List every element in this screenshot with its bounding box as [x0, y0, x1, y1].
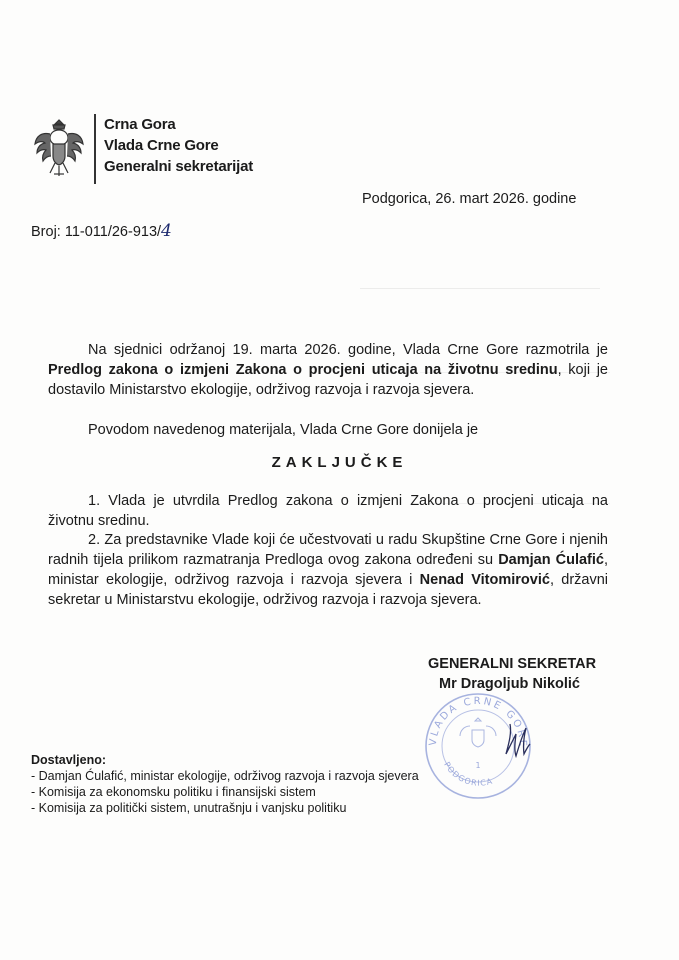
svg-text:PODGORICA — [442, 760, 494, 787]
law-title: Predlog zakona o izmjeni Zakona o procjeni uticaja na životnu sredinu — [48, 362, 558, 378]
distribution-list — [31, 752, 419, 816]
representative-name-1: Damjan Ćulafić — [498, 552, 604, 568]
signatory-name: Mr Dragoljub Nikolić — [439, 676, 580, 692]
letterhead — [104, 114, 253, 177]
distribution-item: - Komisija za politički sistem, unutrašnju i vanjsku politiku — [31, 801, 347, 815]
paragraph-intro — [48, 340, 608, 400]
reference-number — [31, 221, 172, 241]
conclusion-2-text: 2. Za predstavnike Vlade koji će učestvovati u radu Skupštine Crne Gore i njenih radnih tijela prilikom razmatranja Predloga ovog zakona određeni su — [48, 532, 608, 568]
distribution-item: - Komisija za ekonomsku politiku i finansijski sistem — [31, 785, 316, 799]
paragraph-intro-text: Na sjednici održanoj 19. marta 2026. godine, Vlada Crne Gore razmotrila je — [88, 342, 608, 358]
conclusion-1: 1. Vlada je utvrdila Predlog zakona o izmjeni Zakona o procjeni uticaja na životnu sredinu. — [48, 493, 608, 529]
official-stamp — [418, 684, 538, 804]
distribution-item: - Damjan Ćulafić, ministar ekologije, održivog razvoja i razvoja sjevera — [31, 769, 419, 783]
stamp-top-text: VLADA CRNE GORE — [427, 695, 529, 749]
header-divider — [94, 114, 96, 184]
reference-number-handwritten: 4 — [161, 221, 172, 241]
letterhead-government: Vlada Crne Gore — [104, 137, 219, 154]
stamp-bottom-text: PODGORICA — [442, 760, 494, 788]
letterhead-country: Crna Gora — [104, 116, 176, 133]
paragraph-decision: Povodom navedenog materijala, Vlada Crne Gore donijela je — [88, 422, 479, 438]
signatory-title: GENERALNI SEKRETAR — [428, 656, 597, 672]
coat-of-arms-icon — [34, 118, 84, 180]
conclusion-2-text-end: , državni sekretar u Ministarstvu ekologije, održivog razvoja i razvoja sjevera. — [48, 572, 608, 608]
stamp-number: 1 — [475, 761, 481, 770]
distribution-label: Dostavljeno: — [31, 753, 107, 767]
representative-name-2: Nenad Vitomirović — [419, 572, 550, 588]
place-and-date: Podgorica, 26. mart 2026. godine — [362, 191, 577, 207]
reference-number-label: Broj: 11-011/26-913/ — [31, 224, 162, 240]
document-title: ZAKLJUČKE — [271, 454, 408, 471]
conclusion-2 — [48, 530, 608, 610]
conclusion-2-text-mid: , ministar ekologije, održivog razvoja i razvoja sjevera i — [48, 552, 609, 588]
bleed-through — [360, 288, 600, 299]
letterhead-department: Generalni sekretarijat — [104, 158, 254, 175]
paragraph-intro-text-end: , koji je dostavilo Ministarstvo ekologije, održivog razvoja i razvoja sjevera. — [48, 362, 608, 398]
